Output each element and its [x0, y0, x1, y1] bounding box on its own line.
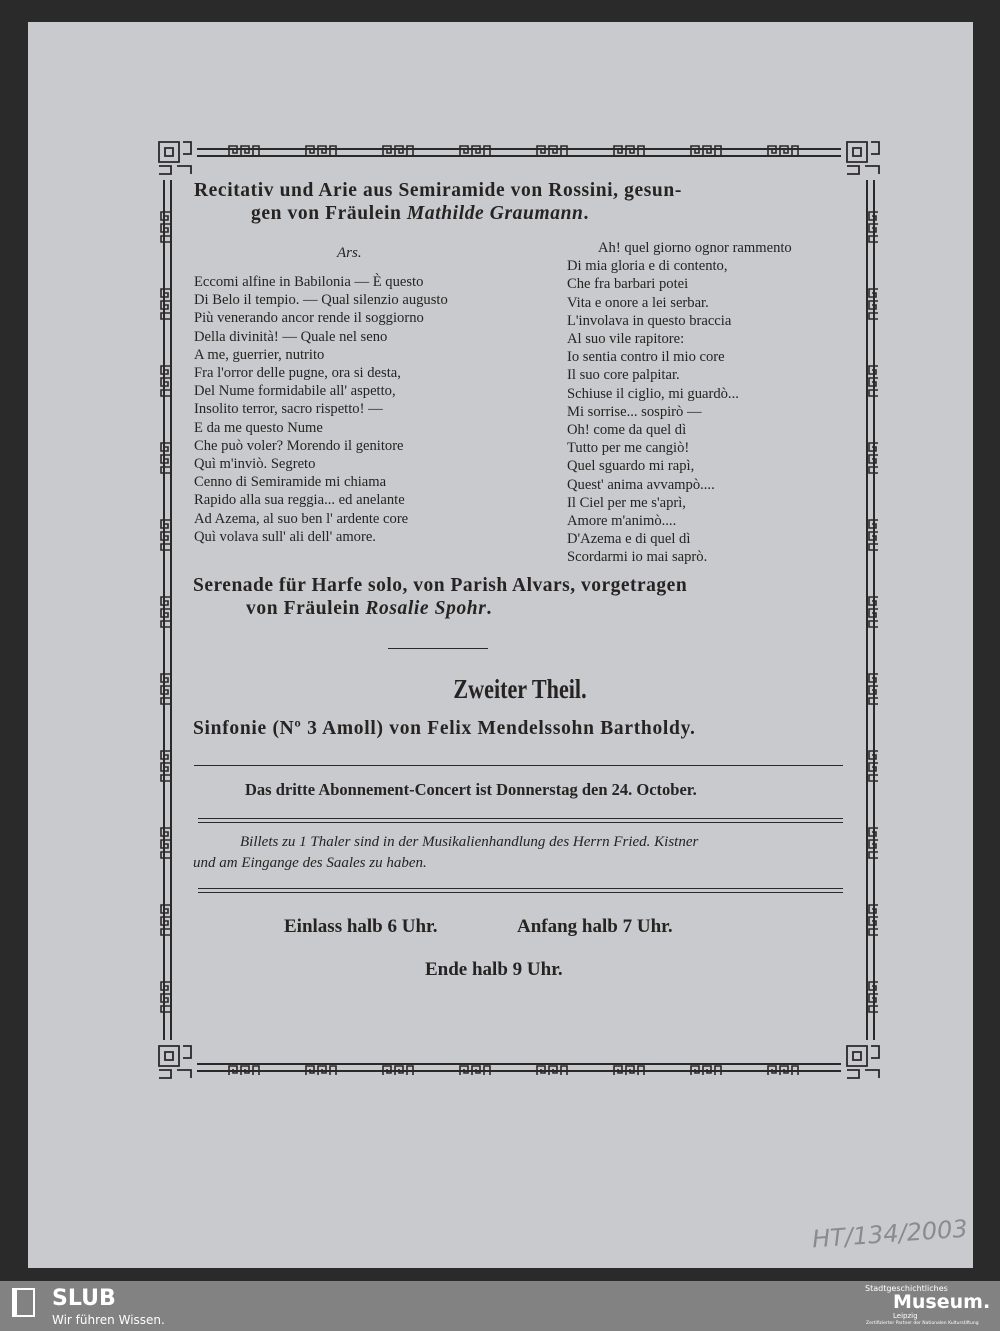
verse-line: Mi sorrise... sospirò — [567, 403, 702, 420]
verse-line: Quì m'inviò. Segreto [194, 456, 316, 473]
meander-ornament [158, 287, 172, 321]
verse-line: E da me questo Nume [194, 419, 323, 436]
verse-line: Oh! come da quel dì [567, 422, 687, 439]
start-time: Anfang halb 7 Uhr. [517, 916, 673, 937]
verse-line: Fra l'orror delle pugne, ora si desta, [194, 365, 401, 382]
aria-title-prefix: gen von Fräulein [251, 203, 407, 224]
verse-line: Ad Azema, al suo ben l' ardente core [194, 510, 409, 527]
symphony-line: Sinfonie (Nº 3 Amoll) von Felix Mendelssohn Bartholdy. [193, 718, 696, 739]
verse-line: Io sentia contro il mio core [567, 349, 725, 366]
meander-ornament [158, 826, 172, 860]
museum-logo[interactable]: Museum. [893, 1291, 991, 1313]
meander-ornament [158, 441, 172, 475]
verse-line: D'Azema e di quel dì [567, 531, 691, 548]
part-two-heading: Zweiter Theil. [453, 674, 587, 704]
meander-ornament [158, 749, 172, 783]
footer-bar [0, 1281, 1000, 1331]
verse-line: Schiuse il ciglio, mi guardò... [567, 385, 739, 402]
book-icon [12, 1288, 35, 1317]
divider [194, 765, 843, 766]
verse-line: Più venerando ancor rende il soggiorno [194, 310, 424, 327]
serenade-title-line2 [246, 598, 492, 620]
aria-title-suffix: . [583, 203, 589, 224]
verse-line: Al suo vile rapitore: [567, 331, 685, 348]
verse-line: Quest' anima avvampò.... [567, 476, 715, 493]
singer-name: Mathilde Graumann [406, 203, 584, 224]
meander-ornament [689, 1063, 723, 1077]
verse-line: Cenno di Semiramide mi chiama [194, 474, 387, 491]
meander-ornament [766, 1063, 800, 1077]
verse-line: Eccomi alfine in Babilonia — È questo [194, 274, 424, 290]
right-verse-column [567, 239, 792, 567]
verse-line: Il suo core palpitar. [567, 367, 680, 384]
meander-ornament [304, 1063, 338, 1077]
corner-ornament [845, 140, 881, 176]
aria-title-line2 [251, 203, 589, 225]
meander-ornament [158, 210, 172, 244]
meander-ornament [866, 518, 880, 552]
meander-ornament [381, 1063, 415, 1077]
meander-ornament [866, 595, 880, 629]
meander-ornament [866, 441, 880, 475]
meander-ornament [866, 826, 880, 860]
verse-line: Insolito terror, sacro rispetto! — [194, 401, 383, 418]
meander-ornament [866, 980, 880, 1014]
meander-ornament [158, 518, 172, 552]
meander-ornament [381, 143, 415, 157]
meander-ornament [612, 1063, 646, 1077]
handwritten-shelfmark: HT/134/2003 [811, 1214, 969, 1254]
admission-time: Einlass halb 6 Uhr. [284, 916, 438, 937]
verse-line: Che fra barbari potei [567, 276, 689, 293]
serenade-title-line1: Serenade für Harfe solo, von Parish Alvars, vorgetragen [193, 575, 688, 596]
meander-ornament [158, 595, 172, 629]
verse-line: Rapido alla sua reggia... ed anelante [194, 492, 405, 509]
verse-line: Amore m'animò.... [567, 513, 677, 530]
verse-line: A me, guerrier, nutrito [194, 346, 325, 363]
verse-line: L'involava in questo braccia [567, 312, 732, 329]
double-divider [198, 818, 843, 823]
verse-line: Della divinità! — Quale nel seno [194, 328, 388, 345]
verse-line: Vita e onore a lei serbar. [567, 294, 709, 311]
meander-ornament [866, 210, 880, 244]
next-concert-notice: Das dritte Abonnement-Concert ist Donnerstag den 24. October. [245, 780, 697, 799]
verse-line: Ah! quel giorno ognor rammento [598, 240, 792, 256]
tickets-line2: und am Eingange des Saales zu haben. [193, 855, 427, 871]
meander-ornament [866, 364, 880, 398]
meander-ornament [535, 1063, 569, 1077]
verse-line: Che può voler? Morendo il genitore [194, 437, 404, 454]
corner-ornament [157, 1044, 193, 1080]
meander-ornament [158, 364, 172, 398]
corner-ornament [845, 1044, 881, 1080]
meander-ornament [866, 749, 880, 783]
short-divider [388, 648, 488, 649]
left-verse-column [194, 273, 448, 546]
serenade-title-suffix: . [486, 598, 492, 619]
end-time: Ende halb 9 Uhr. [425, 959, 563, 980]
meander-ornament [158, 903, 172, 937]
border-top [197, 148, 841, 157]
border-bottom [197, 1063, 841, 1072]
verse-line: Quel sguardo mi rapì, [567, 458, 695, 475]
verse-line: Quì volava sull' ali dell' amore. [194, 528, 376, 545]
verse-line: Di Belo il tempio. — Qual silenzio augusto [194, 292, 448, 309]
verse-line: Del Nume formidabile all' aspetto, [194, 383, 396, 400]
museum-note: Zertifizierter Partner der Nationalen Kulturstiftung [866, 1321, 979, 1326]
meander-ornament [689, 143, 723, 157]
museum-prefix: Stadtgeschichtliches [865, 1284, 948, 1293]
meander-ornament [458, 1063, 492, 1077]
meander-ornament [866, 287, 880, 321]
aria-title-line1: Recitativ und Arie aus Semiramide von Rossini, gesun- [194, 180, 682, 201]
meander-ornament [766, 143, 800, 157]
museum-city: Leipzig [893, 1312, 918, 1320]
verse-line: Di mia gloria e di contento, [567, 258, 728, 275]
verse-line: Scordarmi io mai saprò. [567, 549, 708, 566]
meander-ornament [866, 903, 880, 937]
corner-ornament [157, 140, 193, 176]
slub-slogan: Wir führen Wissen. [52, 1313, 165, 1327]
meander-ornament [227, 143, 261, 157]
verse-line: Il Ciel per me s'aprì, [567, 494, 686, 511]
meander-ornament [304, 143, 338, 157]
meander-ornament [612, 143, 646, 157]
meander-ornament [458, 143, 492, 157]
performer-name: Rosalie Spohr [365, 598, 487, 619]
character-name: Ars. [337, 245, 362, 261]
verse-line: Tutto per me cangiò! [567, 440, 690, 457]
slub-logo[interactable]: SLUB [52, 1286, 116, 1311]
tickets-line1: Billets zu 1 Thaler sind in der Musikalienhandlung des Herrn Fried. Kistner [240, 834, 699, 850]
serenade-title-prefix: von Fräulein [246, 598, 366, 619]
meander-ornament [227, 1063, 261, 1077]
double-divider [198, 888, 843, 893]
meander-ornament [158, 980, 172, 1014]
meander-ornament [535, 143, 569, 157]
